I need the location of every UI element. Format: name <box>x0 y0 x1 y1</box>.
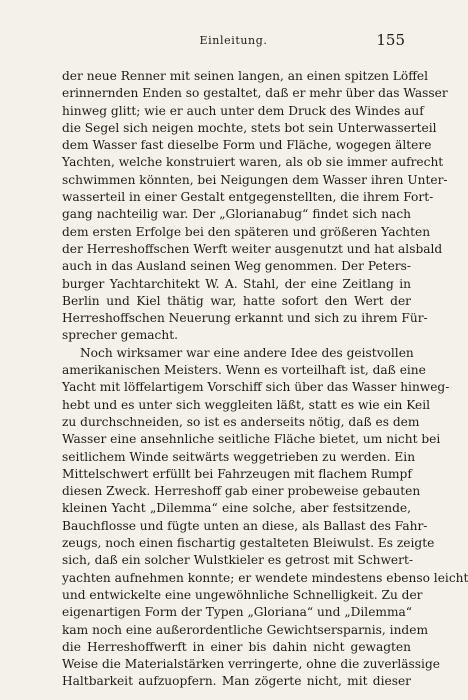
text-line: auch in das Ausland seinen Weg genommen. Der Peters- <box>62 259 411 274</box>
paragraph <box>62 68 448 345</box>
text-line: yachten aufnehmen konnte; er wendete mindestens ebenso leicht <box>62 570 468 585</box>
text-line: gang nachteilig war. Der „Glorianabug“ findet sich nach <box>62 207 411 222</box>
text-line: kleinen Yacht „Dilemma“ eine solche, aber festsitzende, <box>62 501 411 516</box>
text-line: Yachten, welche konstruiert waren, als ob sie immer aufrecht <box>62 155 444 170</box>
text-line: kam noch eine außerordentliche Gewichtsersparnis, indem <box>62 622 428 637</box>
text-line: die Herreshoffwerft in einer bis dahin nicht gewagten <box>62 639 411 654</box>
text-line: amerikanischen Meisters. Wenn es vorteilhaft ist, daß eine <box>62 363 426 378</box>
text-line: dem ersten Erfolge bei den späteren und größeren Yachten <box>62 224 431 239</box>
text-line: der neue Renner mit seinen langen, an einen spitzen Löffel <box>62 69 429 83</box>
text-line: sich, daß ein solcher Wulstkieler es getrost mit Schwert- <box>62 553 413 568</box>
text-line: hebt und es unter sich weggleiten läßt, statt es wie ein Keil <box>62 397 431 412</box>
text-line: diesen Zweck. Herreshoff gab einer probeweise gebauten <box>62 484 421 499</box>
text-line: Noch wirksamer war eine andere Idee des geistvollen <box>80 345 414 360</box>
text-line: die Segel sich neigen mochte, stets bot sein Unterwasserteil <box>62 120 437 135</box>
paragraph <box>62 345 468 691</box>
text-line: eigenartigen Form der Typen „Gloriana“ und „Dilemma“ <box>62 605 413 620</box>
text-line: dem Wasser fast dieselbe Form und Fläche, wogegen ältere <box>62 138 432 153</box>
text-line: und entwickelte eine ungewöhnliche Schnelligkeit. Zu der <box>62 587 423 602</box>
text-line: hinweg glitt; wie er auch unter dem Druck des Windes auf <box>62 103 424 118</box>
running-head: Einleitung. <box>199 34 268 47</box>
text-line: schwimmen könnten, bei Neigungen dem Wasser ihren Unter- <box>62 172 448 187</box>
text-line: Berlin und Kiel thätig war, hatte sofort den Wert der <box>62 293 411 308</box>
page-header <box>62 31 405 56</box>
text-line: Mittelschwert erfüllt bei Fahrzeugen mit flachem Rumpf <box>62 466 412 481</box>
text-line: seitlichem Winde seitwärts weggetrieben zu werden. Ein <box>62 449 416 464</box>
text-line: Yacht mit löffelartigem Vorschiff sich über das Wasser hinweg- <box>62 380 450 395</box>
text-line: Weise die Materialstärken verringerte, ohne die zuverlässige <box>62 657 440 672</box>
text-line: der Herreshoffschen Werft weiter ausgenutzt und hat alsbald <box>62 241 443 256</box>
text-line: Herreshoffschen Neuerung erkannt und sich zu ihrem Für- <box>62 311 428 326</box>
body-text <box>62 68 468 691</box>
text-line: Haltbarkeit aufzuopfern. Man zögerte nicht, mit dieser <box>62 674 411 689</box>
text-line: zu durchschneiden, so ist es anderseits nötig, daß es dem <box>62 414 420 429</box>
text-line: Wasser eine ansehnliche seitliche Fläche bietet, um nicht bei <box>62 432 441 447</box>
page-number: 155 <box>376 31 405 49</box>
text-line: erinnernden Enden so gestaltet, daß er mehr über das Wasser <box>62 86 448 101</box>
text-line: sprecher gemacht. <box>62 328 178 343</box>
text-line: wasserteil in einer Gestalt entgegenstellten, die ihrem Fort- <box>62 190 434 205</box>
text-line: zeugs, noch einen fischartig gestalteten Bleiwulst. Es zeigte <box>62 536 435 551</box>
text-line: Bauchflosse und fügte unten an diese, als Ballast des Fahr- <box>62 518 428 533</box>
text-line: burger Yachtarchitekt W. A. Stahl, der eine Zeitlang in <box>62 276 411 291</box>
